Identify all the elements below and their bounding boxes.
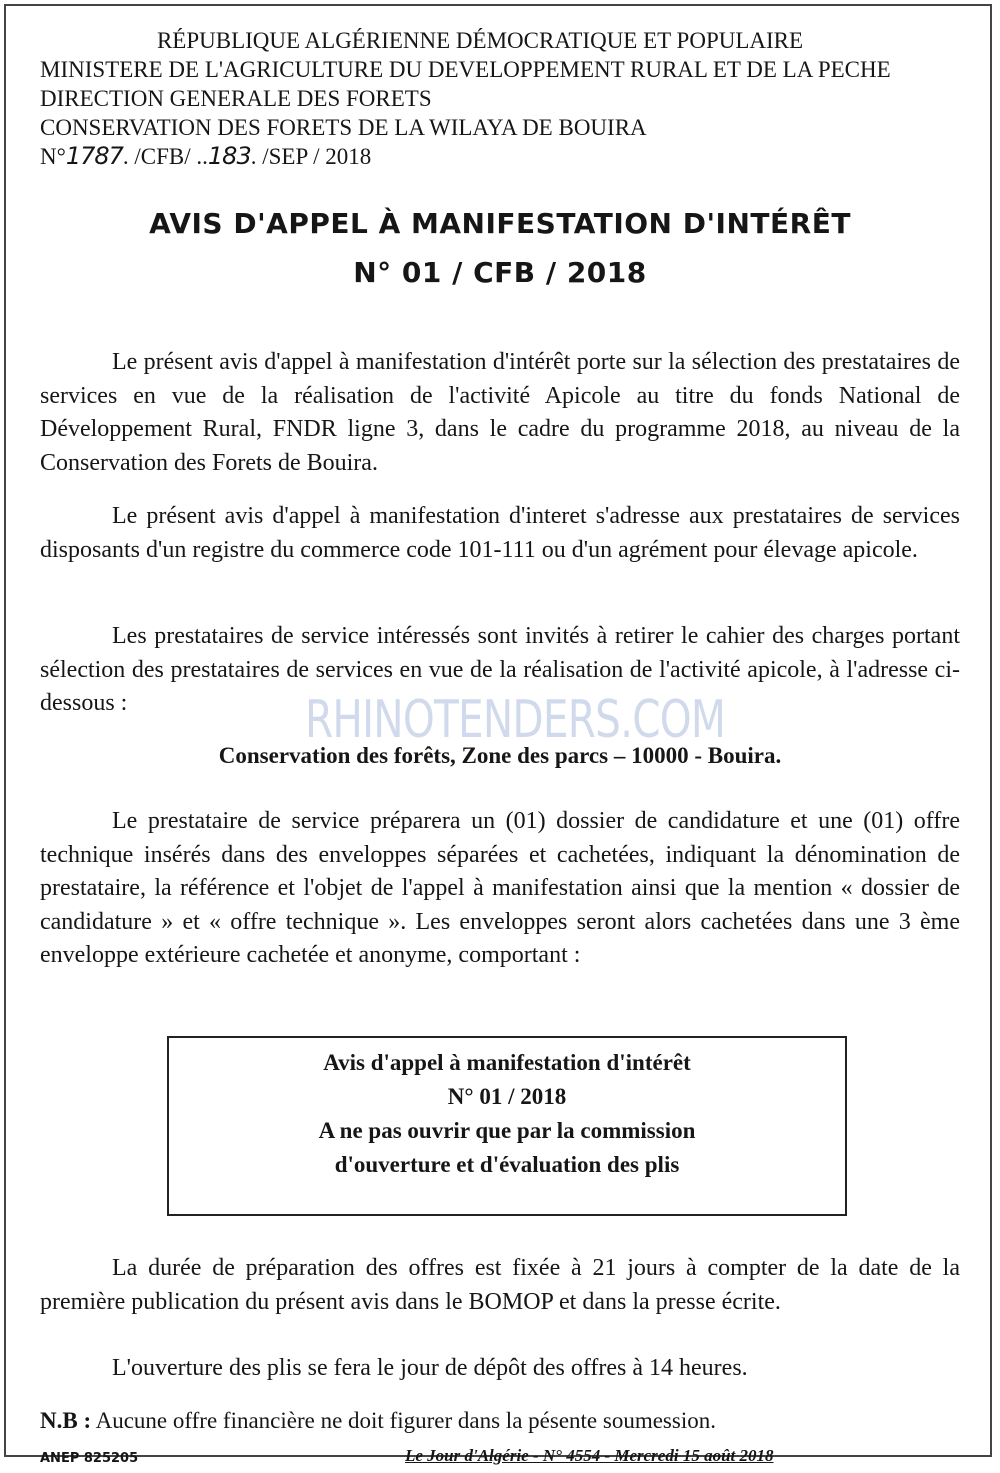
paragraph-1: Le présent avis d'appel à manifestation d'intérêt porte sur la sélection des prestataires de services en vue de la réalisation de l'activité Apicole au titre du fonds National de Développement Rural, FNDR ligne 3, dans le cadre du programme 2018, au niveau de la Conservation des Forets de Bouira. <box>40 349 960 476</box>
ref-prefix: N° <box>40 144 66 169</box>
paragraph-5: La durée de préparation des offres est fixée à 21 jours à compter de la date de la première publication du présent avis dans le BOMOP et dans la presse écrite. <box>40 1255 960 1315</box>
notice-title: AVIS D'APPEL À MANIFESTATION D'INTÉRÊT <box>149 207 851 240</box>
watermark: RHINOTENDERS.COM <box>305 690 726 750</box>
envelope-mention-box <box>167 1036 847 1216</box>
letterhead <box>40 26 960 171</box>
nb-note <box>40 1408 716 1434</box>
notice-number: N° 01 / CFB / 2018 <box>353 256 647 289</box>
ref-number-handwritten: 1787 <box>65 142 123 170</box>
paragraph-4: Le prestataire de service préparera un (01) dossier de candidature et une (01) offre technique insérés dans des enveloppes séparées et cachetées, indiquant la dénomination de prestataire, la référence et l'objet de l'appel à manifestation ainsi que la mention « dossier de candidature » et « offre technique ». Les enveloppes seront alors cachetées dans une 3 ème enveloppe extérieure cachetée et anonyme, comportant : <box>40 808 960 968</box>
ref-middle: . /CFB/ .. <box>122 144 208 169</box>
box-line-4: d'ouverture et d'évaluation des plis <box>334 1152 680 1177</box>
conservation-line: CONSERVATION DES FORETS DE LA WILAYA DE BOUIRA <box>40 115 647 140</box>
address-line: Conservation des forêts, Zone des parcs – 10000 - Bouira. <box>218 743 782 768</box>
republic-line: RÉPUBLIQUE ALGÉRIENNE DÉMOCRATIQUE ET POPULAIRE <box>156 28 804 53</box>
paragraph-3: Les prestataires de service intéressés sont invités à retirer le cahier des charges portant sélection des prestataires de services en vue de la réalisation de l'activité apicole, à l'adresse ci-dessous : <box>40 623 960 716</box>
box-line-1: Avis d'appel à manifestation d'intérêt <box>323 1050 691 1075</box>
ref-code-handwritten: 183 <box>207 142 251 170</box>
ministry-line: MINISTERE DE L'AGRICULTURE DU DEVELOPPEMENT RURAL ET DE LA PECHE <box>40 57 891 82</box>
journal-footer: Le Jour d'Algérie - N° 4554 - Mercredi 15 août 2018 <box>405 1446 774 1465</box>
paragraph-6: L'ouverture des plis se fera le jour de dépôt des offres à 14 heures. <box>112 1355 748 1381</box>
direction-line: DIRECTION GENERALE DES FORETS <box>40 86 432 111</box>
paragraph-2: Le présent avis d'appel à manifestation d'interet s'adresse aux prestataires de services disposants d'un registre du commerce code 101-111 ou d'un agrément pour élevage apicole. <box>40 503 960 563</box>
nb-text: Aucune offre financière ne doit figurer dans la pésente soumession. <box>91 1408 716 1433</box>
anep-reference: ANEP 825205 <box>40 1451 139 1466</box>
reference-line <box>40 142 960 171</box>
nb-label: N.B : <box>40 1408 92 1433</box>
box-line-2: N° 01 / 2018 <box>447 1084 567 1109</box>
box-line-3: A ne pas ouvrir que par la commission <box>318 1118 696 1143</box>
ref-suffix: . /SEP / 2018 <box>250 144 372 169</box>
